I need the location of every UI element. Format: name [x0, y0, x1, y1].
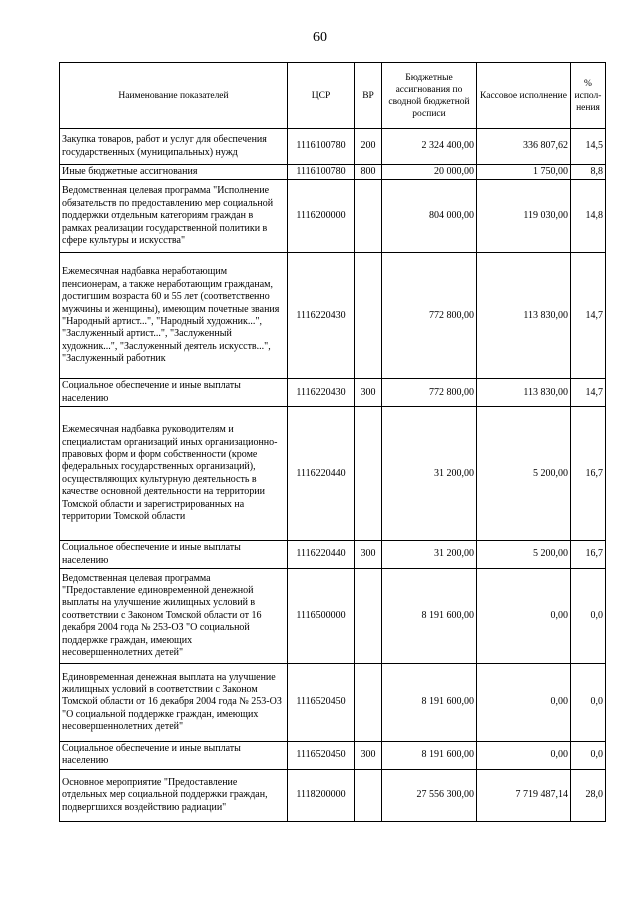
row-budget: 31 200,00: [382, 407, 477, 541]
row-budget: 2 324 400,00: [382, 129, 477, 165]
row-budget: 8 191 600,00: [382, 664, 477, 742]
row-csr: 1116100780: [288, 129, 355, 165]
table-row: [60, 569, 606, 664]
row-budget: 31 200,00: [382, 541, 477, 569]
row-percent: 0,0: [571, 664, 606, 742]
row-vr: 300: [355, 541, 382, 569]
row-percent: 14,7: [571, 379, 606, 407]
row-name: Ведомственная целевая программа "Исполнение обязательств по предоставлению мер социальной поддержки отдельным категориям граждан в рамках реализации государственной политики в сфере культуры и искусства": [60, 180, 288, 253]
row-cash: 5 200,00: [477, 541, 571, 569]
header-percent: % испол-нения: [571, 63, 606, 129]
row-percent: 0,0: [571, 569, 606, 664]
table-header-row: [60, 63, 606, 129]
row-cash: 1 750,00: [477, 165, 571, 180]
table-row: [60, 253, 606, 379]
row-vr: 300: [355, 742, 382, 770]
table-row: [60, 180, 606, 253]
row-cash: 113 830,00: [477, 379, 571, 407]
row-cash: 5 200,00: [477, 407, 571, 541]
row-cash: 336 807,62: [477, 129, 571, 165]
row-percent: 28,0: [571, 769, 606, 821]
row-name: Ведомственная целевая программа "Предоставление единовременной денежной выплаты на улучшение жилищных условий в соответствии с Законом Томской области от 16 декабря 2004 года № 253-ОЗ "О социальной поддержке граждан, имеющих несовершеннолетних детей": [60, 569, 288, 664]
table-row: [60, 407, 606, 541]
row-name: Закупка товаров, работ и услуг для обеспечения государственных (муниципальных) нужд: [60, 129, 288, 165]
row-csr: 1116520450: [288, 742, 355, 770]
table-row: [60, 165, 606, 180]
row-budget: 772 800,00: [382, 253, 477, 379]
table-row: [60, 541, 606, 569]
row-percent: 14,7: [571, 253, 606, 379]
row-cash: 113 830,00: [477, 253, 571, 379]
row-name: Единовременная денежная выплата на улучшение жилищных условий в соответствии с Законом Томской области от 16 декабря 2004 года № 253-ОЗ "О социальной поддержке граждан, имеющих несовершеннолетних детей": [60, 664, 288, 742]
row-name: Основное мероприятие "Предоставление отдельных мер социальной поддержки граждан, подвергшихся воздействию радиации": [60, 769, 288, 821]
row-name: Социальное обеспечение и иные выплаты населению: [60, 541, 288, 569]
row-percent: 8,8: [571, 165, 606, 180]
row-csr: 1116220440: [288, 541, 355, 569]
row-csr: 1116520450: [288, 664, 355, 742]
row-name: Социальное обеспечение и иные выплаты населению: [60, 379, 288, 407]
table-row: [60, 769, 606, 821]
table-row: [60, 379, 606, 407]
row-cash: 0,00: [477, 742, 571, 770]
header-csr: ЦСР: [288, 63, 355, 129]
header-vr: ВР: [355, 63, 382, 129]
row-csr: 1116220440: [288, 407, 355, 541]
row-csr: 1116500000: [288, 569, 355, 664]
header-name: Наименование показателей: [60, 63, 288, 129]
row-vr: [355, 569, 382, 664]
budget-table: [59, 62, 606, 822]
row-name: Ежемесячная надбавка руководителям и специалистам организаций иных организационно-правовых форм и форм собственности (кроме федеральных государственных организаций), осуществляющих культурную деятельность в качестве основной деятельности на территории Томской области и зарегистрированных на территории Томской области: [60, 407, 288, 541]
row-cash: 119 030,00: [477, 180, 571, 253]
row-budget: 772 800,00: [382, 379, 477, 407]
row-cash: 0,00: [477, 664, 571, 742]
row-vr: 300: [355, 379, 382, 407]
row-vr: [355, 180, 382, 253]
row-percent: 16,7: [571, 541, 606, 569]
row-name: Ежемесячная надбавка неработающим пенсионерам, а также неработающим гражданам, достигшим возраста 60 и 55 лет (соответственно мужчины и женщины), имеющим почетные звания "Народный артист...", "Народный художник...", "Заслуженный артист...", "Заслуженный художник...", "Заслуженный деятель искусств...", "Заслуженный работник: [60, 253, 288, 379]
table-row: [60, 664, 606, 742]
row-name: Иные бюджетные ассигнования: [60, 165, 288, 180]
table-row: [60, 129, 606, 165]
row-percent: 0,0: [571, 742, 606, 770]
row-percent: 14,8: [571, 180, 606, 253]
row-csr: 1116100780: [288, 165, 355, 180]
row-csr: 1116200000: [288, 180, 355, 253]
row-budget: 27 556 300,00: [382, 769, 477, 821]
row-vr: [355, 253, 382, 379]
row-cash: 7 719 487,14: [477, 769, 571, 821]
row-budget: 8 191 600,00: [382, 569, 477, 664]
row-name: Социальное обеспечение и иные выплаты населению: [60, 742, 288, 770]
table-row: [60, 742, 606, 770]
row-csr: 1116220430: [288, 253, 355, 379]
row-percent: 16,7: [571, 407, 606, 541]
page-number: 60: [313, 30, 327, 45]
row-vr: 200: [355, 129, 382, 165]
row-budget: 804 000,00: [382, 180, 477, 253]
row-cash: 0,00: [477, 569, 571, 664]
header-budget: Бюджетные ассигнования по сводной бюджетной росписи: [382, 63, 477, 129]
row-budget: 20 000,00: [382, 165, 477, 180]
row-vr: [355, 664, 382, 742]
header-cash: Кассовое исполнение: [477, 63, 571, 129]
row-csr: 1116220430: [288, 379, 355, 407]
row-percent: 14,5: [571, 129, 606, 165]
row-budget: 8 191 600,00: [382, 742, 477, 770]
row-vr: [355, 407, 382, 541]
row-vr: 800: [355, 165, 382, 180]
row-vr: [355, 769, 382, 821]
row-csr: 1118200000: [288, 769, 355, 821]
